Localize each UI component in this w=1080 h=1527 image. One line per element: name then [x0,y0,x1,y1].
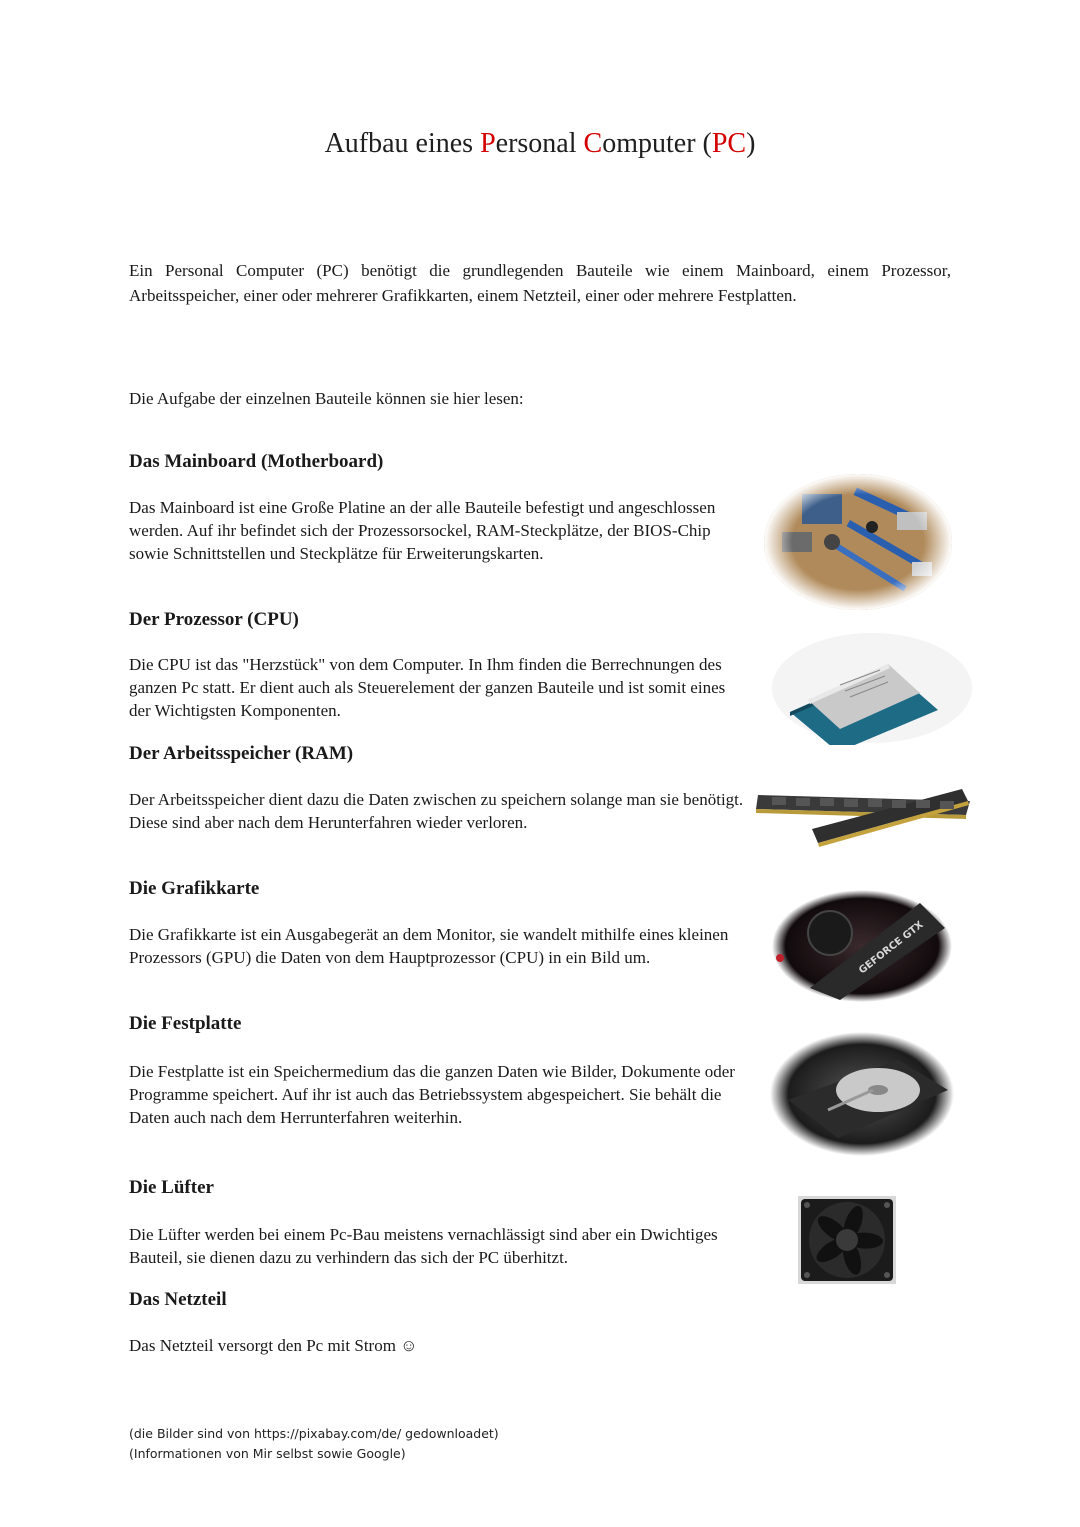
title-text: ) [746,128,756,159]
section-heading-psu: Das Netzteil [129,1289,227,1310]
cpu-photo [770,630,975,745]
section-text-ram: Der Arbeitsspeicher dient dazu die Daten zwischen zu speichern solange man sie benötigt. Diese sind aber nach dem Herunterfahren wieder verloren. [129,790,744,832]
section-heading-ram: Der Arbeitsspeicher (RAM) [129,743,354,764]
footer-image-source: (die Bilder sind von https://pixabay.com/de/ gedownloadet) [129,1426,499,1441]
footer-notes [129,1424,499,1464]
section-text-cpu: Die CPU ist das "Herzstück" von dem Computer. In Ihm finden die Berrechnungen des ganzen Pc statt. Er dient auch als Steuerelement der ganzen Bauteile und ist somit eines der Wichtigsten Komponenten. [129,655,726,720]
intro-paragraph: Ein Personal Computer (PC) benötigt die grundlegenden Bauteile wie einem Mainboard, einem Prozessor, Arbeitsspeicher, einer oder mehrerer Grafikkarten, einem Netzteil, einer oder mehrere Festplatten. [129,261,951,305]
title-accent-p: P [480,128,496,159]
section-text-hdd: Die Festplatte ist ein Speichermedium das die ganzen Daten wie Bilder, Dokumente oder Programme speichert. Auf ihr ist auch das Betriebssystem abgespeichert. Sie behält die Daten auch nach dem Herrunterfahren weiterhin. [129,1062,735,1127]
ram-photo [752,775,977,860]
section-text-psu: Das Netzteil versorgt den Pc mit Strom ☺ [129,1336,418,1355]
section-text-gpu: Die Grafikkarte ist ein Ausgabegerät an dem Monitor, sie wandelt mithilfe eines kleinen Prozessors (GPU) die Daten von dem Hauptprozessor (CPU) in ein Bild um. [129,925,729,967]
hard-drive-photo [768,1030,956,1158]
title-text: Aufbau eines [324,128,481,159]
graphics-card-photo [770,888,955,1004]
fan-photo [798,1196,896,1284]
page-title [0,128,1080,160]
title-accent-pc: PC [711,128,747,159]
section-heading-gpu: Die Grafikkarte [129,878,260,899]
footer-info-source: (Informationen von Mir selbst sowie Google) [129,1446,406,1461]
section-heading-cpu: Der Prozessor (CPU) [129,609,299,630]
section-heading-hdd: Die Festplatte [129,1013,242,1034]
title-text: omputer ( [602,128,712,159]
section-text-fan: Die Lüfter werden bei einem Pc-Bau meistens vernachlässigt sind aber ein Dwichtiges Bauteil, sie dienen dazu zu verhindern das sich der PC überhitzt. [129,1225,718,1267]
title-accent-c: C [583,128,603,159]
title-text: ersonal [495,128,584,159]
section-heading-mainboard: Das Mainboard (Motherboard) [129,451,384,472]
lead-paragraph: Die Aufgabe der einzelnen Bauteile können sie hier lesen: [129,389,524,408]
section-heading-fan: Die Lüfter [129,1177,214,1198]
gpu-label: GEFORCE GTX [857,919,926,977]
section-text-mainboard: Das Mainboard ist eine Große Platine an der alle Bauteile befestigt und angeschlossen werden. Auf ihr befindet sich der Prozessorsockel, RAM-Steckplätze, der BIOS-Chip sowie Schnittstellen und Steckplätze für Erweiterungskarten. [129,498,716,563]
motherboard-photo [762,472,954,612]
